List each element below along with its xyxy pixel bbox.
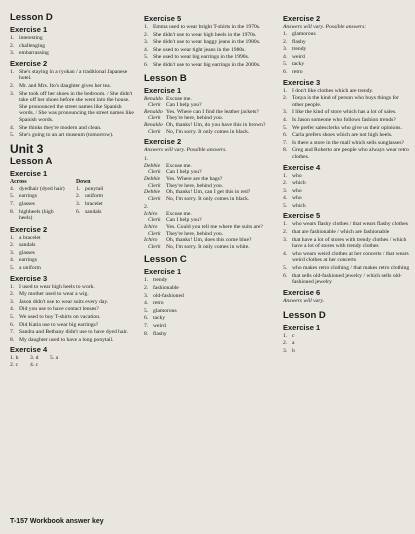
list-item: 4. She thinks they're modern and clean.	[10, 124, 102, 131]
dialog-line: Clerk Can I help you?	[148, 102, 202, 109]
list-item: 4. Did you use to have contact lenses?	[10, 306, 99, 313]
exercise-6-heading: Exercise 6	[283, 287, 321, 297]
list-item: 2. flashy	[283, 38, 306, 45]
lesson-d-exercise-1-heading: Exercise 1	[283, 322, 321, 332]
list-item: 3. that have a lot of stores with trendy clothes / which have a lot of stores with trendy clothes	[283, 236, 407, 250]
dialog-line: Debbie Excuse me.	[144, 162, 192, 169]
list-item: 3. She took off her shoes in the bedroom. / She didn't take off her shoes before she went into the house. She pronounced the street names like Spanish words. / She was pronouncing the street names like Spanish words.	[10, 90, 134, 123]
dialog-line: Ichiro Yes. Could you tell me where the suits are?	[144, 224, 263, 231]
list-item: 1. c	[283, 332, 295, 339]
list-item: 3. trendy	[283, 46, 307, 53]
list-item: 4. weird	[283, 53, 305, 60]
list-item: 3. embarrassing	[10, 50, 49, 57]
lesson-a-exercise-1-heading: Exercise 1	[10, 168, 48, 178]
unit-heading: Unit 3	[10, 141, 44, 156]
exercise-note: Answers will vary. Possible answers:	[283, 24, 367, 30]
dialog-line: Renaldo Yes. Where can I find the leather jackets?	[144, 108, 259, 115]
dialog-line: Clerk Can I help you?	[148, 169, 202, 176]
list-item: 5. who makes retro clothing / that makes retro clothing	[283, 265, 410, 272]
list-item: 1. I don't like clothes which are trendy.	[283, 87, 374, 94]
list-item: 3. Jason didn't use to wear suits every day.	[10, 298, 109, 305]
exercise-2-list	[283, 31, 411, 76]
list-item: 5. tacky	[283, 61, 305, 68]
list-item: 6. retro	[283, 68, 303, 75]
list-item: 5. We used to buy T-shirts on vacation.	[10, 314, 101, 321]
list-item: 6. tacky	[144, 315, 166, 322]
lesson-c-exercise-1-list	[144, 277, 274, 337]
list-item: 2. challenging	[10, 42, 46, 49]
list-item: 3. b	[283, 348, 295, 354]
list-item: 8. flashy	[144, 330, 167, 337]
list-item: 2. She didn't use to wear high heels in the 1970s.	[144, 31, 257, 38]
lesson-b-exercise-1-heading: Exercise 1	[144, 85, 182, 95]
list-item: 6. She didn't use to wear big earrings in the 2000s.	[144, 61, 261, 68]
list-item: 2. which	[283, 180, 306, 187]
exercise-5-heading: Exercise 5	[283, 211, 321, 221]
list-item: 3. I like the kind of store which has a lot of sales.	[283, 109, 397, 116]
down-column	[76, 179, 134, 223]
list-item: 5. a uniform	[10, 265, 41, 272]
list-item: 4. earrings	[10, 257, 38, 264]
list-item: 8. My daughter used to have a long ponytail.	[10, 336, 114, 343]
lesson-b-exercise-2-heading: Exercise 2	[144, 137, 182, 147]
list-item: 2. Mr. and Mrs. Ito's daughter gives her tea.	[10, 82, 112, 89]
dialog-line: Renaldo Oh, thanks! Um, do you have this in brown?	[144, 121, 266, 128]
list-item: 5. earrings	[10, 193, 38, 200]
list-item: 6. Carla prefers shoes which are not high heels.	[283, 132, 393, 139]
exercise-3-list	[283, 88, 411, 161]
dialog-line: Clerk They're here, behind you.	[148, 182, 224, 189]
list-item: 2. fashionable	[144, 285, 179, 292]
dialog-line: Clerk Can I help you?	[148, 217, 202, 224]
dialog-2	[144, 163, 274, 203]
exercise-4-row: 2. c 4. c	[10, 362, 39, 368]
lesson-c-heading: Lesson C	[144, 254, 187, 266]
dialog-number: 2.	[144, 204, 149, 211]
list-item: 3. glasses	[10, 249, 35, 256]
page-footer: T-157 Workbook answer key	[10, 518, 104, 525]
exercise-note: Answers will vary.	[283, 297, 325, 304]
list-item: 6. Did Katia use to wear big earrings?	[10, 321, 99, 328]
dialog-line: Ichiro Excuse me.	[144, 210, 192, 217]
list-item: 1. glamorous	[283, 31, 316, 37]
lesson-a-exercise-3-list	[10, 284, 136, 344]
list-item: 1. She's staying in a ryokan / a traditional Japanese hotel.	[10, 68, 128, 82]
exercise-5-list	[283, 221, 411, 285]
list-item: 5. glamorous	[144, 307, 177, 314]
list-item: 7. glasses	[10, 200, 35, 207]
list-item: 7. weird	[144, 323, 166, 329]
lesson-a-exercise-2-heading: Exercise 2	[10, 224, 48, 234]
list-item: 4. who wears weird clothes at her concerts / that wears weird clothes at her concerts	[283, 250, 409, 264]
dialog-line: Clerk They're here, behind you.	[148, 115, 224, 122]
lesson-a-exercise-3-heading: Exercise 3	[10, 273, 48, 283]
list-item: 1. trendy	[144, 277, 168, 284]
list-item: 2. sandals	[10, 242, 36, 249]
dialog-line: Clerk No, I'm sorry. It only comes in black.	[148, 128, 250, 135]
list-item: 3. old-fashioned	[144, 292, 184, 299]
exercise-2-list	[10, 69, 136, 139]
dialog-1	[144, 96, 274, 136]
list-item: 4. retro	[144, 300, 164, 307]
column-right	[283, 12, 411, 356]
list-item: 3. bracelet	[76, 200, 103, 207]
dialog-line: Clerk They're here, behind you.	[148, 230, 224, 237]
list-item: 7. Is there a store in the mall which sells sunglasses?	[283, 139, 405, 146]
dialog-line: Clerk No, I'm sorry. It only comes in black.	[148, 195, 250, 202]
column-left	[10, 12, 136, 369]
lesson-c-exercise-1-heading: Exercise 1	[144, 267, 182, 277]
list-item: 1. I used to wear high heels to work.	[10, 283, 95, 290]
list-item: 4. She used to wear tight jeans in the 1980s.	[144, 46, 246, 53]
lesson-a-heading: Lesson A	[10, 155, 53, 167]
dialog-number: 1.	[144, 156, 149, 163]
crossword-answers	[10, 179, 136, 223]
exercise-2-heading: Exercise 2	[283, 14, 321, 23]
list-item: 3. She didn't use to wear baggy jeans in the 1980s.	[144, 39, 261, 46]
list-item: 4. dyedhair (dyed hair)	[10, 185, 65, 192]
dialog-line: Debbie Oh, thanks! Um, can I get this in red?	[144, 189, 251, 196]
lesson-d-heading: Lesson D	[283, 309, 326, 321]
list-item: 1. interesting	[10, 35, 43, 41]
list-item: 2. Tonya is the kind of person who buys things for other people.	[283, 95, 399, 108]
list-item: 1. who wears flashy clothes / that wears flashy clothes	[283, 221, 408, 228]
lesson-b-heading: Lesson B	[144, 72, 187, 84]
list-item: 1. Emma used to wear bright T-shirts in the 1970s.	[144, 24, 261, 30]
down-label: Down	[76, 178, 91, 185]
column-middle	[144, 12, 274, 338]
exercise-4-row: 1. b 3. d 5. a	[10, 355, 59, 362]
list-item: 2. uniform	[76, 193, 104, 200]
dialog-line: Renaldo Excuse me.	[144, 95, 192, 102]
exercise-1-list	[10, 35, 136, 57]
list-item: 3. who	[283, 187, 302, 194]
list-item: 2. that are fashionable / which are fashionable	[283, 229, 390, 236]
list-item: 4. who	[283, 195, 302, 202]
list-item: 5. which	[283, 202, 306, 209]
dialog-line: Clerk No, I'm sorry. It only comes in white.	[148, 243, 250, 250]
exercise-3-heading: Exercise 3	[283, 77, 321, 87]
dialog-line: Ichiro Oh, thanks! Um, does this come blue?	[144, 237, 252, 244]
list-item: 5. She used to wear big earrings in the 1990s.	[144, 54, 250, 61]
list-item: 6. that sells old-fashioned jewelry / which sells old-fashioned jewelry	[283, 272, 402, 286]
across-column	[10, 179, 68, 223]
exercise-note: Answers will vary. Possible answers.	[144, 147, 227, 154]
list-item: 8. Greg and Roberto are people who always wear retro clothes.	[283, 147, 409, 160]
list-item: 7. Sandra and Bethany didn't use to have dyed hair.	[10, 329, 128, 336]
list-item: 4. Is Jason someone who follows fashion trends?	[283, 116, 396, 123]
list-item: 5. We prefer salesclerks who give us their opinions.	[283, 124, 402, 131]
list-item: 5. She's going to an art museum (tomorrow).	[10, 132, 114, 139]
list-item: 8. highheels (high heels)	[10, 208, 54, 222]
list-item: 2. a	[283, 340, 295, 347]
list-item: 6. sandals	[76, 208, 102, 215]
lesson-a-exercise-2-list	[10, 235, 136, 272]
lesson-d-heading: Lesson D	[10, 12, 53, 23]
dialog-3	[144, 211, 274, 251]
exercise-5-heading: Exercise 5	[144, 14, 182, 23]
across-label: Across	[10, 178, 27, 185]
exercise-2-heading: Exercise 2	[10, 58, 48, 68]
list-item: 1. who	[283, 172, 302, 179]
list-item: 2. My mother used to wear a wig.	[10, 291, 89, 298]
list-item: 1. ponytail	[76, 185, 104, 192]
exercise-4-list	[283, 173, 411, 210]
exercise-1-heading: Exercise 1	[10, 25, 48, 34]
exercise-5-list	[144, 24, 274, 69]
list-item: 1. a bracelet	[10, 234, 41, 241]
lesson-a-exercise-4-heading: Exercise 4	[10, 345, 48, 355]
dialog-line: Debbie Yes. Where are the bags?	[144, 175, 223, 182]
exercise-4-heading: Exercise 4	[283, 162, 321, 172]
lesson-d-exercise-1-list	[283, 333, 411, 355]
